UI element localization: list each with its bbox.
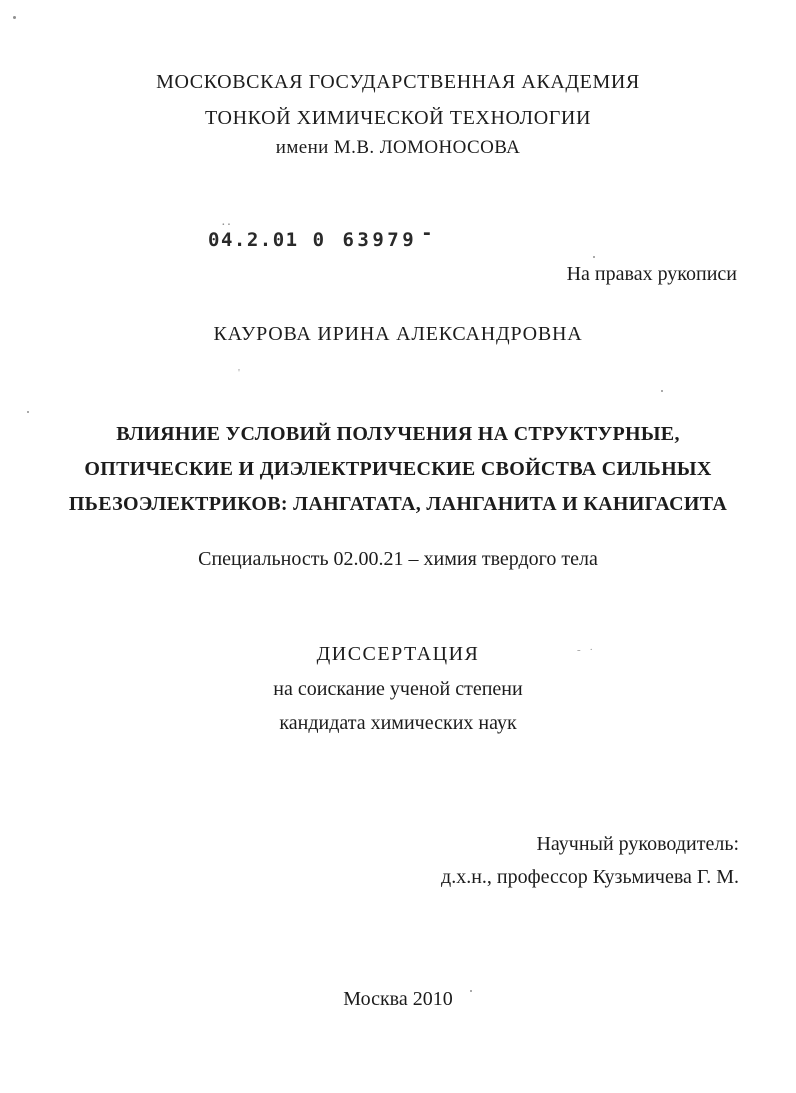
author-name: КАУРОВА ИРИНА АЛЕКСАНДРОВНА: [213, 323, 583, 345]
dissertation-title: [0, 417, 796, 522]
thesis-degree-line: на соискание ученой степени: [273, 678, 523, 700]
scan-artifact: [27, 411, 29, 413]
stamp-number: 0 63979: [312, 229, 418, 251]
supervisor-name: д.х.н., профессор Кузьмичева Г. М.: [441, 866, 739, 888]
city-year-line: Москва 2010: [343, 988, 453, 1010]
stamp-dash: -: [421, 222, 435, 244]
scan-artifact: [13, 16, 16, 19]
scan-artifact: [593, 256, 595, 258]
stamp-code: 04.2.01: [208, 229, 299, 251]
thesis-type: ДИССЕРТАЦИЯ: [316, 643, 480, 665]
stamp-ink-dots: ··: [221, 218, 233, 233]
title-line-3: ПЬЕЗОЭЛЕКТРИКОВ: ЛАНГАТАТА, ЛАНГАНИТА И КАНИГАСИТА: [68, 493, 728, 515]
scan-artifact: [470, 990, 472, 992]
scan-artifact: - ·: [577, 644, 597, 656]
inventory-stamp: [208, 222, 435, 251]
manuscript-rights-note: На правах рукописи: [566, 263, 737, 285]
scan-artifact: ': [238, 367, 240, 379]
institution-line-2: ТОНКОЙ ХИМИЧЕСКОЙ ТЕХНОЛОГИИ: [205, 107, 591, 129]
supervisor-label: Научный руководитель:: [536, 833, 739, 855]
title-line-1: ВЛИЯНИЕ УСЛОВИЙ ПОЛУЧЕНИЯ НА СТРУКТУРНЫЕ,: [116, 423, 680, 445]
scan-artifact: [661, 390, 663, 392]
specialty-line: Специальность 02.00.21 – химия твердого тела: [198, 548, 598, 570]
institution-line-3: имени М.В. ЛОМОНОСОВА: [275, 137, 521, 158]
thesis-field-line: кандидата химических наук: [279, 712, 517, 734]
institution-line-1: МОСКОВСКАЯ ГОСУДАРСТВЕННАЯ АКАДЕМИЯ: [156, 71, 640, 93]
title-line-2: ОПТИЧЕСКИЕ И ДИЭЛЕКТРИЧЕСКИЕ СВОЙСТВА СИЛЬНЫХ: [84, 458, 712, 480]
